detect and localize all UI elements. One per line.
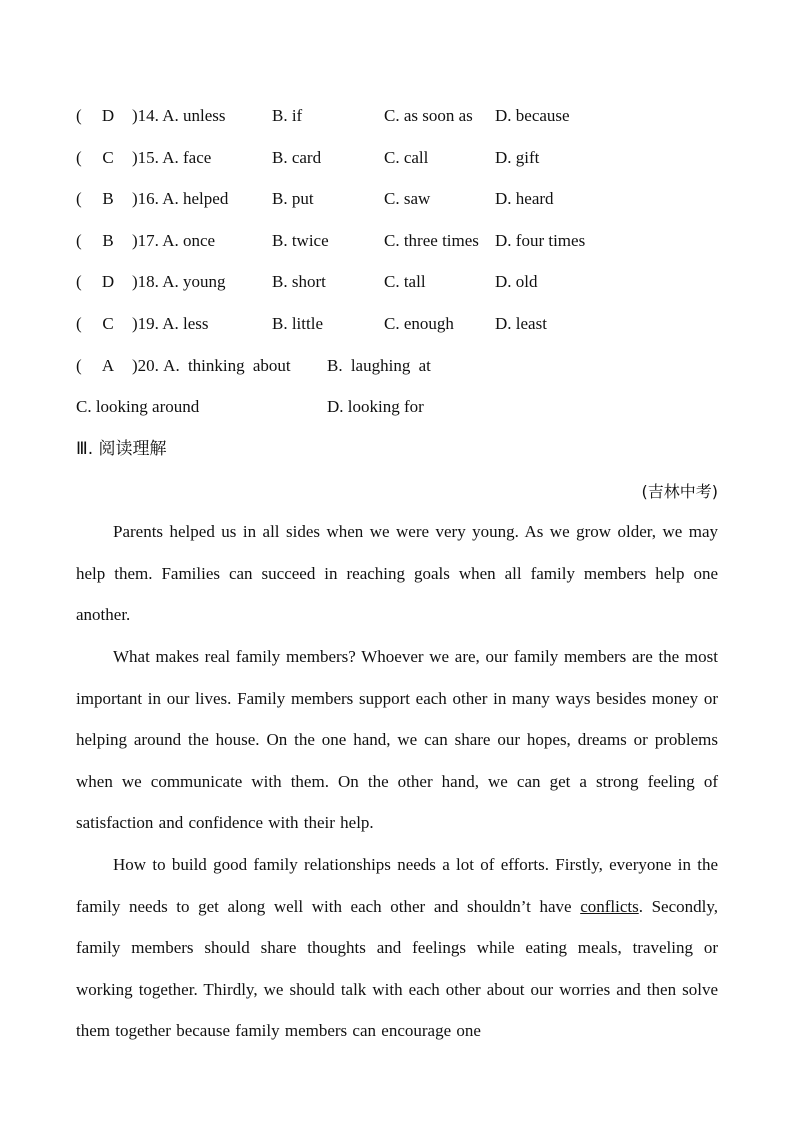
open-paren: ( (76, 106, 82, 125)
open-paren: ( (76, 356, 82, 375)
option-d: D. because (495, 106, 570, 125)
option-a: A. less (162, 314, 209, 333)
section-title: Ⅲ. 阅读理解 (76, 439, 167, 459)
open-paren: ( (76, 272, 82, 291)
answer-letter: C (102, 148, 114, 167)
option-a: A. young (162, 272, 226, 291)
option-c: C. call (384, 148, 429, 167)
option-d: D. old (495, 272, 538, 291)
option-b: B. if (272, 106, 303, 125)
answer-letter: D (101, 272, 115, 291)
option-b: B. put (272, 189, 314, 208)
option-b: B. short (272, 272, 326, 291)
option-a: A. once (162, 231, 216, 250)
open-paren: ( (76, 189, 82, 208)
answer-letter: A (101, 356, 115, 375)
question-number: )19. (132, 314, 159, 333)
option-d: D. looking for (327, 397, 424, 416)
answer-letter: C (102, 314, 114, 333)
question-number: )16. (132, 189, 159, 208)
option-a: A. helped (162, 189, 229, 208)
option-c: C. enough (384, 314, 454, 333)
question-number-option-a (132, 229, 215, 253)
open-paren: ( (76, 148, 82, 167)
answer-letter: B (102, 231, 114, 250)
question-number: )15. (132, 148, 159, 167)
option-b: B. card (272, 148, 322, 167)
option-b: B. little (272, 314, 323, 333)
source-note: (吉林中考) (641, 482, 718, 501)
option-a: A. thinking about (163, 356, 291, 375)
question-number-option-a (132, 187, 228, 211)
question-number-option-a (132, 104, 226, 128)
option-c: C. three times (384, 231, 479, 250)
paragraph-3-text-end: . Secondly, family members should share thoughts and feelings while eating meals, traveling or working together. Thirdly, we should talk with each other about our worries and then solve them together because family members can encourage one (76, 896, 719, 1041)
passage-paragraph-2: What makes real family members? Whoever we are, our family members are the most important in our lives. Family members support each other in many ways besides money or helping around the house. On the one hand, we can share our hopes, dreams or problems when we communicate with them. On the other hand, we can get a strong feeling of satisfaction and confidence with their help. (76, 647, 718, 833)
open-paren: ( (76, 231, 82, 250)
question-number: )18. (132, 272, 159, 291)
option-b: B. laughing at (327, 356, 431, 375)
underlined-word: conflicts (580, 896, 639, 916)
question-number-option-a (132, 146, 211, 170)
answer-letter: D (101, 106, 115, 125)
open-paren: ( (76, 314, 82, 333)
option-d: D. least (495, 314, 547, 333)
paragraph-3-text-start: How to build good family relationships needs a lot of efforts. Firstly, everyone in the family needs to get along well with each other and shouldn’t have (76, 855, 718, 916)
option-c: C. tall (384, 272, 426, 291)
question-number-option-a (132, 354, 291, 378)
option-c: C. looking around (76, 397, 200, 416)
question-number: )20. (132, 356, 159, 375)
question-number-option-a (132, 270, 226, 294)
option-a: A. face (162, 148, 212, 167)
question-number-option-a (132, 312, 209, 336)
option-d: D. four times (495, 231, 586, 250)
question-number: )17. (132, 231, 159, 250)
option-b: B. twice (272, 231, 329, 250)
answer-letter: B (102, 189, 114, 208)
option-d: D. gift (495, 148, 540, 167)
option-a: A. unless (162, 106, 226, 125)
option-d: D. heard (495, 189, 554, 208)
question-number: )14. (132, 106, 159, 125)
option-c: C. saw (384, 189, 431, 208)
passage-paragraph-3 (76, 844, 718, 1052)
option-c: C. as soon as (384, 106, 473, 125)
passage-paragraph-1: Parents helped us in all sides when we were very young. As we grow older, we may help them. Families can succeed in reaching goals when all family members help one another. (76, 522, 718, 625)
